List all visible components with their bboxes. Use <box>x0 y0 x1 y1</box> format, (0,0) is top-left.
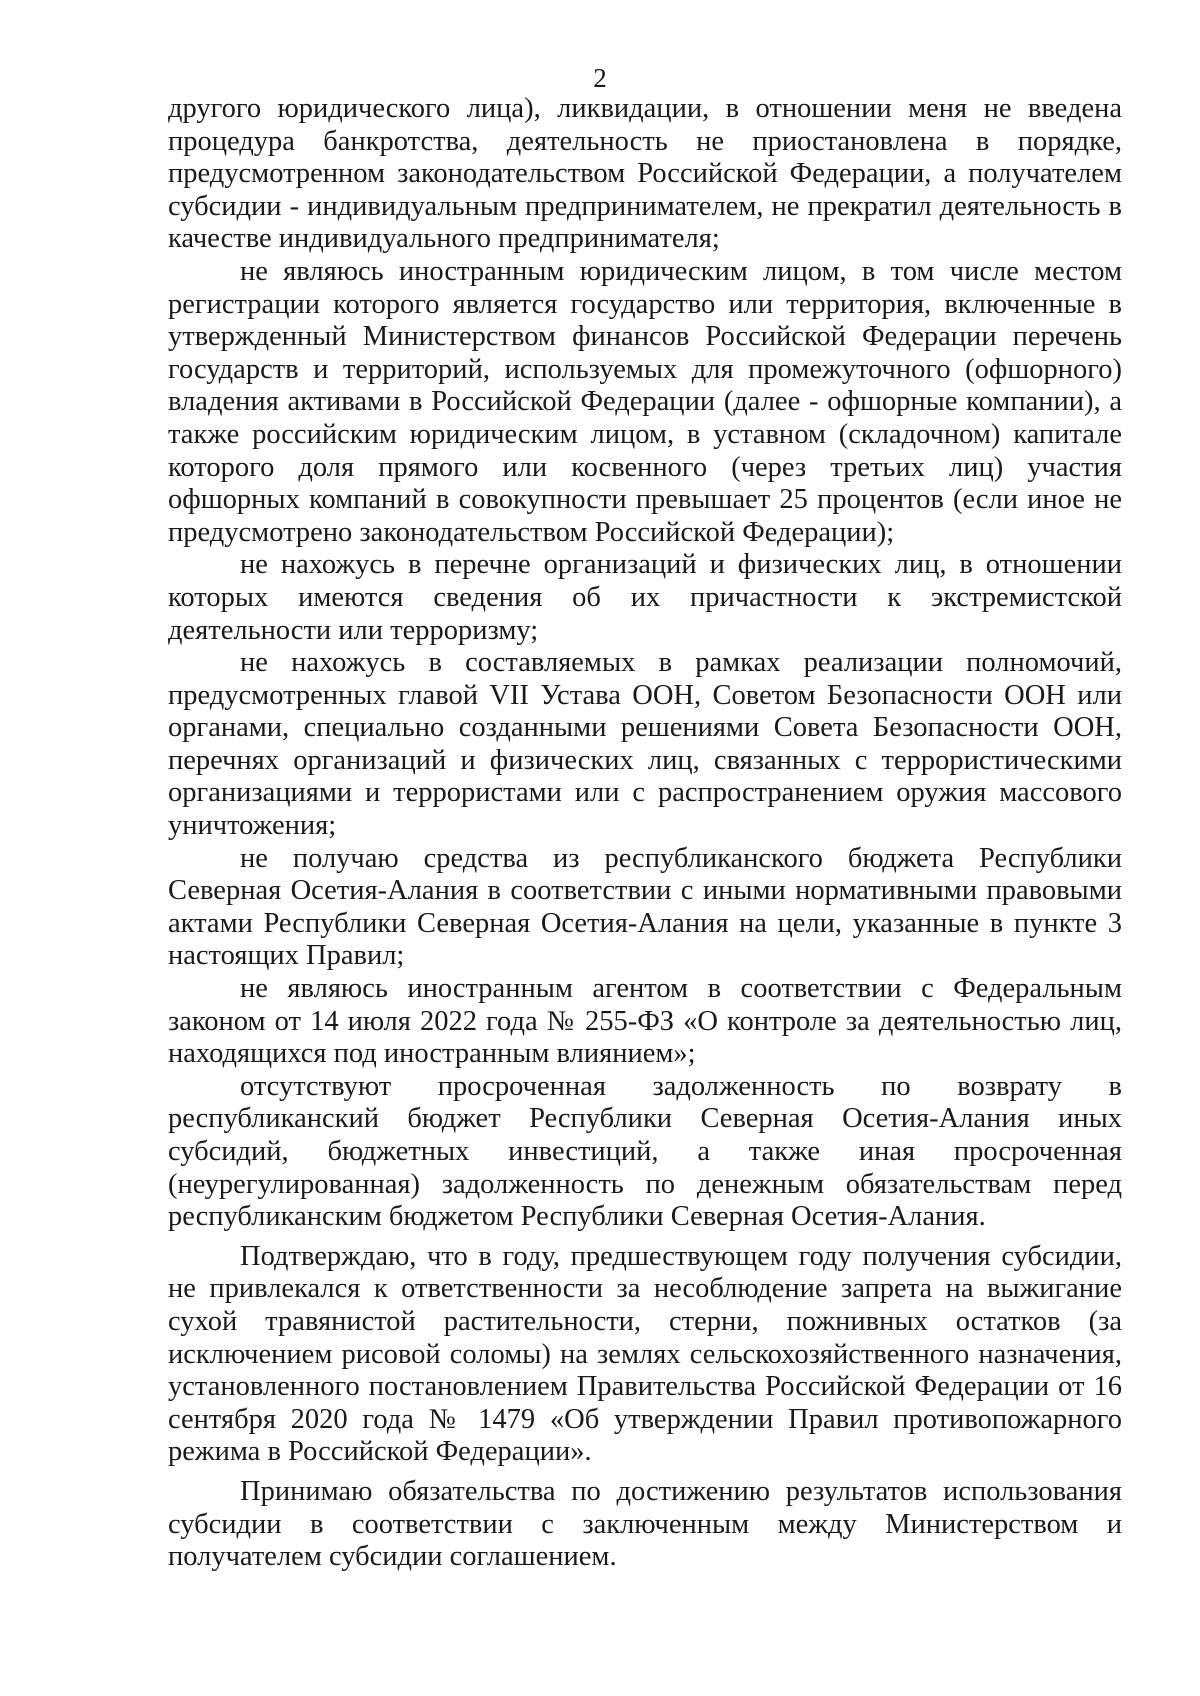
paragraph-fire-safety-confirmation: Подтверждаю, что в году, предшествующем году получения субсидии, не привлекался к ответственности за несоблюдение запрета на выжигание сухой травянистой растительности, стерни, пожнивных остатков (за исключением рисовой соломы) на землях сельскохозяйственного назначения, установленного постановлением Правительства Российской Федерации от 16 сентября 2020 года № 1479 «Об утверждении Правил противопожарного режима в Российской Федерации». <box>168 1240 1122 1468</box>
paragraph-bankruptcy-status: другого юридического лица), ликвидации, в отношении меня не введена процедура банкротства, деятельность не приостановлена в порядке, предусмотренном законодательством Российской Федерации, а получателем субсидии - индивидуальным предпринимателем, не прекратил деятельность в качестве индивидуального предпринимателя; <box>168 93 1122 255</box>
paragraph-foreign-agent: не являюсь иностранным агентом в соответствии с Федеральным законом от 14 июля 2022 года № 255-ФЗ «О контроле за деятельностью лиц, находящихся под иностранным влиянием»; <box>168 973 1122 1070</box>
paragraph-un-sanctions-list: не нахожусь в составляемых в рамках реализации полномочий, предусмотренных главой VII Устава ООН, Советом Безопасности ООН или органами, специально созданными решениями Совета Безопасности ООН, перечнях организаций и физических лиц, связанных с террористическими организациями и террористами или с распространением оружия массового уничтожения; <box>168 647 1122 842</box>
paragraph-obligations: Принимаю обязательства по достижению результатов использования субсидии в соответствии с заключенным между Министерством и получателем субсидии соглашением. <box>168 1475 1122 1573</box>
paragraph-no-other-funding: не получаю средства из республиканского бюджета Республики Северная Осетия-Алания в соответствии с иными нормативными правовыми актами Республики Северная Осетия-Алания на цели, указанные в пункте 3 настоящих Правил; <box>168 842 1122 972</box>
paragraph-extremism-list: не нахожусь в перечне организаций и физических лиц, в отношении которых имеются сведения об их причастности к экстремистской деятельности или терроризму; <box>168 549 1122 646</box>
page-number: 2 <box>593 63 607 93</box>
paragraph-no-overdue-debt: отсутствуют просроченная задолженность по возврату в республиканский бюджет Республики Северная Осетия-Алания иных субсидий, бюджетных инвестиций, а также иная просроченная (неурегулированная) задолженность по денежным обязательствам перед республиканским бюджетом Республики Северная Осетия-Алания. <box>168 1070 1122 1233</box>
paragraph-offshore-status: не являюсь иностранным юридическим лицом, в том числе местом регистрации которого является государство или территория, включенные в утвержденный Министерством финансов Российской Федерации перечень государств и территорий, используемых для промежуточного (офшорного) владения активами в Российской Федерации (далее - офшорные компании), а также российским юридическим лицом, в уставном (складочном) капитале которого доля прямого или косвенного (через третьих лиц) участия офшорных компаний в совокупности превышает 25 процентов (если иное не предусмотрено законодательством Российской Федерации); <box>168 255 1122 548</box>
document-body <box>168 93 1122 1574</box>
